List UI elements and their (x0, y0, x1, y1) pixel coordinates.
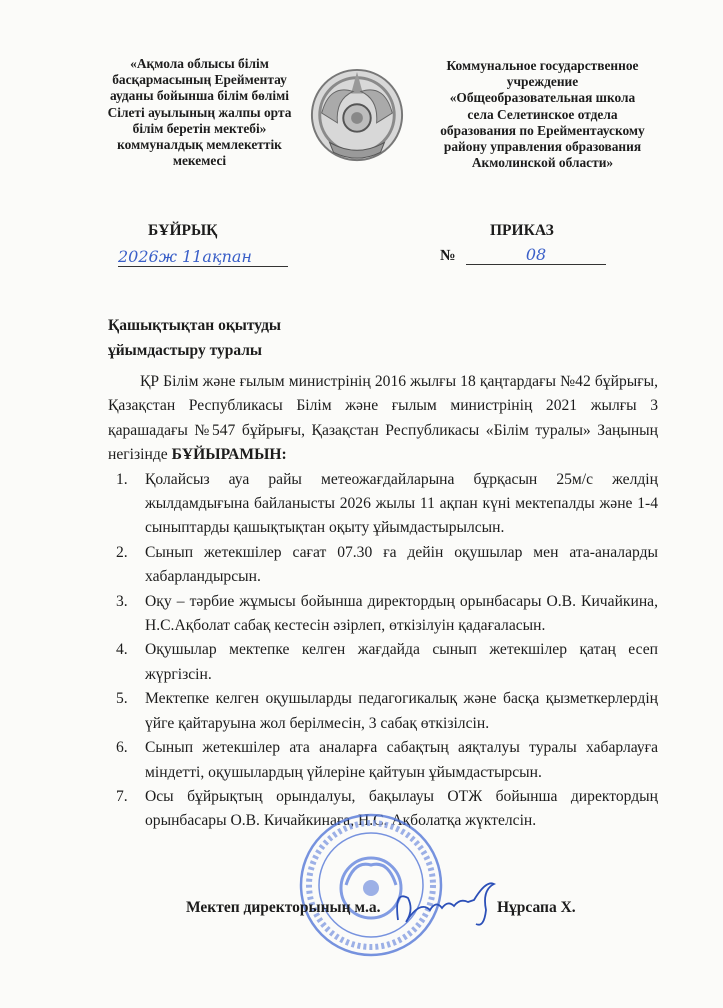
header-line: коммуналдық мемлекеттік (117, 137, 282, 153)
item-number: 5. (116, 690, 128, 708)
header-line: району управления образования (443, 139, 642, 155)
item-text: Оқу – тәрбие жұмысы бойынша директордың орынбасары О.В. Кичайкина, Н.С.Ақболат сабақ кестесін әзірлеп, өткізілуін қадағаласын. (145, 592, 658, 635)
item-text: Қолайсыз ауа райы метеожағдайларына бұрқасын 25м/с желдің жылдамдығына байланысты 2026 жылы 11 ақпан күні мектепалды және 1-4 сыныптарды қашықтықтан оқыту ұйымдастырылсын. (145, 470, 658, 537)
item-number: 3. (116, 592, 128, 610)
title-line: Қашықтықтан оқытуды (108, 317, 282, 334)
list-item (108, 687, 658, 736)
header-line: учреждение (506, 74, 579, 90)
signatory-position: Мектеп директорының м.а. (186, 899, 381, 916)
document-body (108, 370, 658, 834)
document-title (108, 313, 281, 363)
item-text: Сынып жетекшілер ата аналарға сабақтың аяқталуы туралы хабарлауға міндетті, оқушылардың үйлеріне қайтуын ұйымдастырсын. (145, 739, 658, 781)
order-number-handwritten: 08 (466, 245, 606, 265)
header-russian-institution (425, 58, 660, 171)
item-number: 6. (116, 739, 128, 757)
header-line: «Ақмола облысы білім (130, 56, 269, 71)
header-kazakh-institution (92, 56, 307, 169)
item-text: Сынып жетекшілер сағат 07.30 ға дейін оқушылар мен ата-аналарды хабарландырсын. (145, 543, 658, 586)
item-number: 2. (116, 543, 128, 561)
list-item (108, 468, 658, 541)
header-line: Сілеті ауылының жалпы орта (107, 104, 292, 120)
header-line: Акмолинской области» (471, 155, 614, 171)
header-line: Коммунальное государственное (446, 58, 639, 73)
item-text: Мектепке келген оқушыларды педагогикалық және басқа қызметкерлердің үйге қайтаруына жол берілмесін, 3 сабақ өткізілсін. (145, 690, 658, 732)
order-number-prefix: № (440, 247, 456, 264)
handwritten-signature-icon (390, 870, 500, 930)
signatory-name: Нұрсапа Х. (497, 899, 576, 916)
item-number: 1. (116, 470, 128, 488)
preamble-command: БҰЙЫРАМЫН: (171, 446, 287, 464)
header-line: села Селетинское отдела (467, 106, 618, 122)
order-items (108, 468, 658, 834)
preamble-text: ҚР Білім және ғылым министрінің 2016 жылғы 18 қаңтардағы №42 бұйрығы, Қазақстан Республикасы Білім және ғылым министрінің 2021 жылғы 3 қарашадағы №547 бұйрығы, Қазақстан Республикасы «Білім туралы» Заңының негізінде (108, 373, 658, 464)
list-item (108, 638, 658, 687)
header-line: білім беретін мектебі» (132, 120, 267, 136)
list-item (108, 590, 658, 639)
item-number: 4. (116, 641, 128, 659)
title-line: ұйымдастыру туралы (108, 342, 263, 359)
item-text: Осы бұйрықтың орындалуы, бақылауы ОТЖ бойынша директордың орынбасары О.В. Кичайкинаға, Н.С. Ақболатқа жүктелсін. (145, 787, 658, 830)
list-item (108, 541, 658, 590)
item-text: Оқушылар мектепке келген жағдайда сынып жетекшілер қатаң есеп жүргізсін. (145, 641, 658, 683)
header-line: ауданы бойынша білім бөлімі (110, 88, 289, 104)
header-line: басқармасының Ерейментау (112, 72, 287, 88)
header-line: образования по Ерейментаускому (440, 122, 645, 138)
header-line: мекемесі (172, 153, 227, 169)
order-label-ru: ПРИКАЗ (490, 222, 554, 239)
item-number: 7. (116, 787, 128, 805)
order-date-handwritten: 2026ж 11ақпан (118, 247, 288, 267)
list-item (108, 736, 658, 785)
order-label-kz: БҰЙРЫҚ (148, 222, 218, 239)
preamble (108, 370, 658, 468)
state-emblem-icon (308, 64, 406, 168)
header-line: «Общеобразовательная школа (449, 90, 636, 106)
